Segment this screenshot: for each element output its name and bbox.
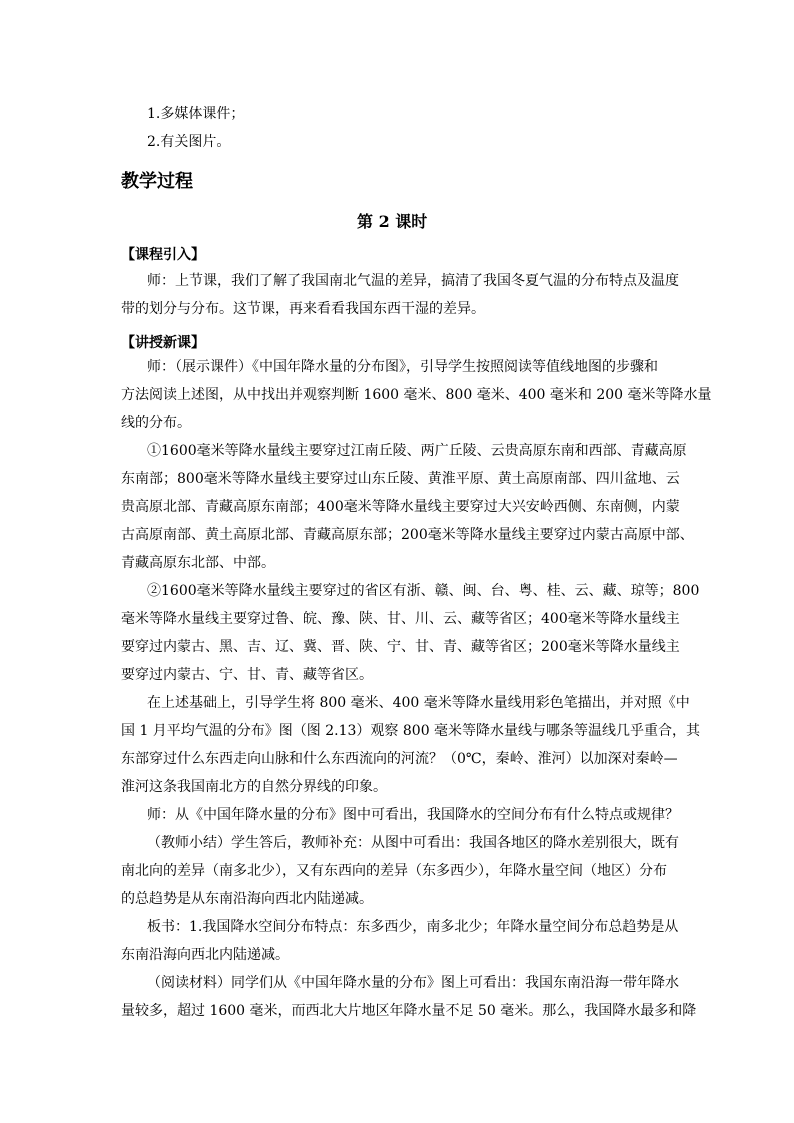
section-title: 教学过程 [121, 171, 193, 192]
paragraph-line: 古高原南部、黄土高原北部、青藏高原东部；200毫米等降水量线主要穿过内蒙古高原中部、 [121, 527, 694, 543]
paragraph-line: 带的划分与分布。这节课，再来看看我国东西干湿的差异。 [121, 301, 485, 317]
paragraph-line: 毫米等降水量线主要穿过鲁、皖、豫、陕、甘、川、云、藏等省区；400毫米等降水量线主 [121, 611, 680, 627]
material-item-1: 1.多媒体课件； [147, 106, 245, 122]
paragraph-line: 线的分布。 [121, 415, 191, 431]
paragraph-line: 东南部；800毫米等降水量线主要穿过山东丘陵、黄淮平原、黄土高原南部、四川盆地、云 [121, 471, 680, 487]
paragraph-line: 青藏高原东北部、中部。 [121, 555, 275, 571]
paragraph-line: 方法阅读上述图，从中找出并观察判断 1600 毫米、800 毫米、400 毫米和 200 毫米等降水量 [121, 387, 712, 403]
paragraph-line: 要穿过内蒙古、宁、甘、青、藏等省区。 [121, 667, 373, 683]
paragraph-line: 在上述基础上，引导学生将 800 毫米、400 毫米等降水量线用彩色笔描出，并对照《中 [147, 695, 690, 711]
paragraph-line: 南北向的差异（南多北少），又有东西向的差异（东多西少），年降水量空间（地区）分布 [121, 863, 667, 879]
paragraph-line: 要穿过内蒙古、黑、吉、辽、冀、晋、陕、宁、甘、青、藏等省区；200毫米等降水量线主 [121, 639, 680, 655]
material-item-2: 2.有关图片。 [147, 134, 231, 150]
paragraph-line: 板书：1.我国降水空间分布特点：东多西少，南多北少；年降水量空间分布总趋势是从 [147, 919, 679, 935]
paragraph-line: 师：上节课，我们了解了我国南北气温的差异，搞清了我国冬夏气温的分布特点及温度 [147, 273, 679, 289]
lesson-title: 第 2 课时 [357, 212, 428, 231]
paragraph-line: 贵高原北部、青藏高原东南部；400毫米等降水量线主要穿过大兴安岭西侧、东南侧，内蒙 [121, 499, 680, 515]
paragraph-line: 量较多，超过 1600 毫米，而西北大片地区年降水量不足 50 毫米。那么，我国降水最多和降 [121, 1003, 697, 1019]
intro-heading: 【课程引入】 [121, 247, 205, 263]
paragraph-line: ②1600毫米等降水量线主要穿过的省区有浙、赣、闽、台、粤、桂、云、藏、琼等；800 [147, 583, 700, 599]
paragraph-line: （阅读材料）同学们从《中国年降水量的分布》图上可看出：我国东南沿海一带年降水 [147, 975, 679, 991]
paragraph-line: ①1600毫米等降水量线主要穿过江南丘陵、两广丘陵、云贵高原东南和西部、青藏高原 [147, 443, 687, 459]
paragraph-line: 东部穿过什么东西走向山脉和什么东西流向的河流？（0℃，秦岭、淮河）以加深对秦岭— [121, 751, 678, 767]
paragraph-line: 师：（展示课件）《中国年降水量的分布图》，引导学生按照阅读等值线地图的步骤和 [147, 359, 658, 375]
paragraph-line: 的总趋势是从东南沿海向西北内陆递减。 [121, 891, 373, 907]
paragraph-line: 师：从《中国年降水量的分布》图中可看出，我国降水的空间分布有什么特点或规律？ [147, 807, 679, 823]
paragraph-line: 国 1 月平均气温的分布》图（图 2.13）观察 800 毫米等降水量线与哪条等温线几乎重合，其 [121, 723, 701, 739]
paragraph-line: （教师小结）学生答后，教师补充：从图中可看出：我国各地区的降水差别很大，既有 [147, 835, 679, 851]
new-lesson-heading: 【讲授新课】 [121, 335, 205, 351]
paragraph-line: 淮河这条我国南北方的自然分界线的印象。 [121, 779, 387, 795]
paragraph-line: 东南沿海向西北内陆递减。 [121, 947, 289, 963]
